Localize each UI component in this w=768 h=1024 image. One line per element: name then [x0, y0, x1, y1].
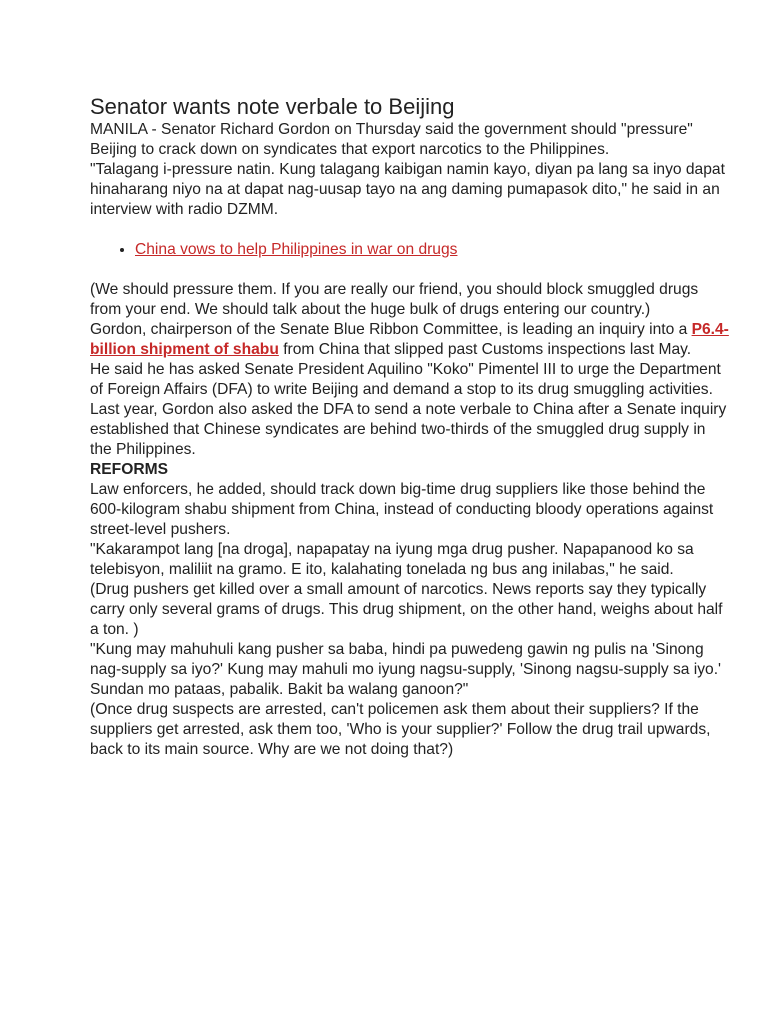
spacer	[90, 260, 730, 280]
paragraph-pimentel: He said he has asked Senate President Aquilino "Koko" Pimentel III to urge the Department of Foreign Affairs (DFA) to write Beijing and demand a stop to its drug smuggling activities.	[90, 361, 721, 398]
paragraph-inquiry	[90, 320, 730, 360]
related-article-link[interactable]: China vows to help Philippines in war on drugs	[135, 241, 458, 258]
paragraph-quote-tagalog-1: "Talagang i-pressure natin. Kung talagang kaibigan namin kayo, diyan pa lang sa inyo dapat hinaharang niyo na at dapat nag-uusap tayo na ang daming pumapasok dito," he said in an interview with radio DZMM.	[90, 161, 725, 218]
subheading-reforms: REFORMS	[90, 461, 168, 478]
paragraph-lead: MANILA - Senator Richard Gordon on Thursday said the government should "pressure" Beijing to crack down on syndicates that export narcotics to the Philippines.	[90, 121, 693, 158]
related-links-list	[90, 240, 730, 260]
article-title: Senator wants note verbale to Beijing	[90, 94, 455, 119]
paragraph-law-enforcers: Law enforcers, he added, should track down big-time drug suppliers like those behind the 600-kilogram shabu shipment from China, instead of conducting bloody operations against street-level pushers.	[90, 481, 714, 538]
shipment-of-shabu-link[interactable]: P6.4-billion shipment of shabu	[90, 321, 729, 358]
paragraph-inquiry-text-before: Gordon, chairperson of the Senate Blue Ribbon Committee, is leading an inquiry into a	[90, 321, 692, 338]
paragraph-quote-tagalog-2: "Kakarampot lang [na droga], napapatay na iyung mga drug pusher. Napapanood ko sa telebisyon, maliliit na gramo. E ito, kalahating tonelada ng bus ang inilabas," he said.	[90, 541, 694, 578]
paragraph-note-verbale: Last year, Gordon also asked the DFA to send a note verbale to China after a Senate inquiry established that Chinese syndicates are behind two-thirds of the smuggled drug supply in the Philippines.	[90, 401, 727, 458]
paragraph-quote-tagalog-3: "Kung may mahuhuli kang pusher sa baba, hindi pa puwedeng gawin ng pulis na 'Sinong nag-supply sa iyo?' Kung may mahuli mo iyung nagsu-supply, 'Sinong nagsu-supply sa iyo.' Sundan mo pataas, pabalik. Bakit ba walang ganoon?"	[90, 641, 722, 698]
paragraph-translation-1: (We should pressure them. If you are really our friend, you should block smuggled drugs from your end. We should talk about the huge bulk of drugs entering our country.)	[90, 281, 699, 318]
article-body	[90, 94, 730, 760]
paragraph-translation-2: (Drug pushers get killed over a small amount of narcotics. News reports say they typically carry only several grams of drugs. This drug shipment, on the other hand, weighs about half a ton. )	[90, 581, 723, 638]
paragraph-translation-3: (Once drug suspects are arrested, can't policemen ask them about their suppliers? If the suppliers get arrested, ask them too, 'Who is your supplier?' Follow the drug trail upwards, back to its main source. Why are we not doing that?)	[90, 701, 711, 758]
related-link-item	[135, 240, 730, 260]
paragraph-inquiry-text-after: from China that slipped past Customs inspections last May.	[278, 341, 692, 358]
spacer	[90, 220, 730, 240]
